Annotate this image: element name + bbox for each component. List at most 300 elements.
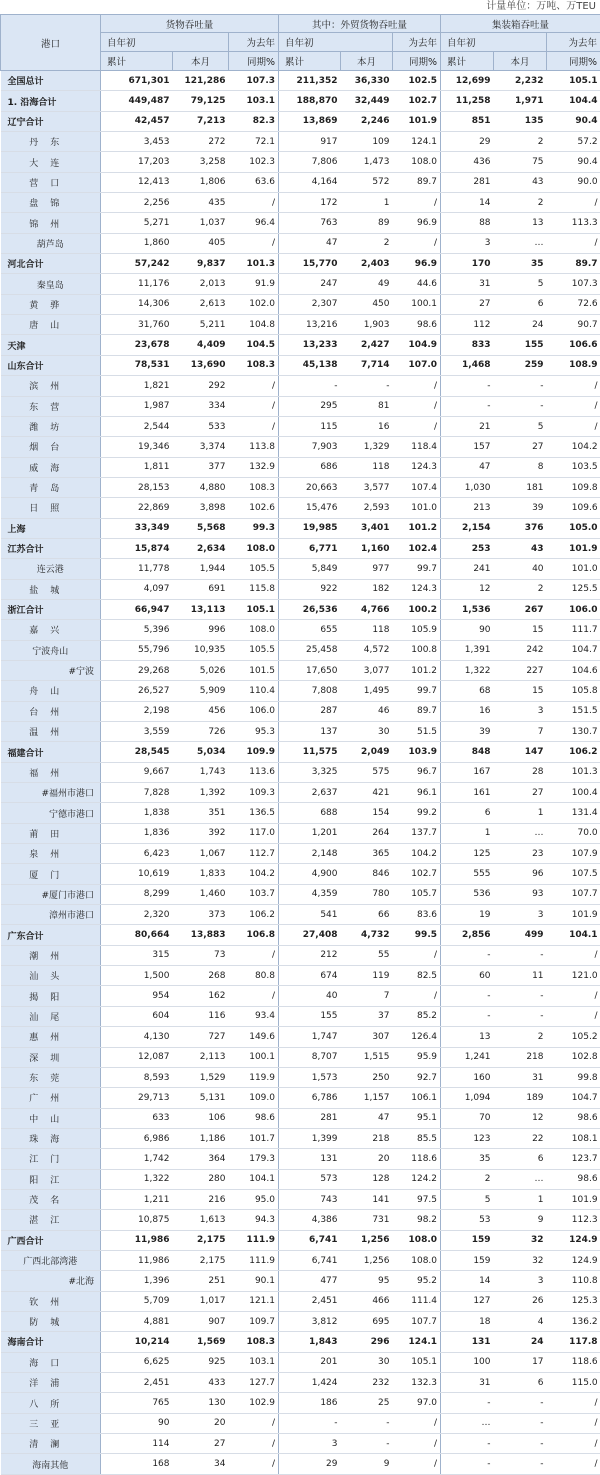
header-cum-foreign: 累计	[279, 52, 341, 71]
value-cell: 307	[341, 1027, 393, 1047]
value-cell: 99.8	[547, 1067, 600, 1087]
value-cell: 124.3	[393, 579, 441, 599]
value-cell: 259	[494, 355, 547, 375]
value-cell: 2,113	[173, 1047, 229, 1067]
value-cell: 218	[494, 1047, 547, 1067]
value-cell: 917	[279, 132, 341, 152]
value-cell: 296	[341, 1332, 393, 1352]
value-cell: 851	[441, 111, 494, 131]
value-cell: -	[441, 1393, 494, 1413]
value-cell: 1,836	[101, 823, 173, 843]
value-cell: 604	[101, 1006, 173, 1026]
value-cell: 1,186	[173, 1128, 229, 1148]
value-cell: 4,409	[173, 335, 229, 355]
port-name-cell: 全国总计	[1, 71, 101, 91]
value-cell: 46	[341, 701, 393, 721]
value-cell: -	[441, 945, 494, 965]
value-cell: 104.9	[393, 335, 441, 355]
value-cell: 132.9	[229, 457, 279, 477]
value-cell: 181	[494, 477, 547, 497]
value-cell: 102.7	[393, 91, 441, 111]
value-cell: 281	[279, 1108, 341, 1128]
value-cell: 833	[441, 335, 494, 355]
value-cell: 15,770	[279, 254, 341, 274]
value-cell: 103.1	[229, 1352, 279, 1372]
value-cell: 28	[494, 762, 547, 782]
value-cell: 40	[494, 559, 547, 579]
port-name-cell: #北海	[1, 1271, 101, 1291]
value-cell: 103.1	[229, 91, 279, 111]
value-cell: 101.2	[393, 660, 441, 680]
port-name-cell: 山东合计	[1, 355, 101, 375]
value-cell: 132.3	[393, 1373, 441, 1393]
value-cell: 1,529	[173, 1067, 229, 1087]
value-cell: 104.1	[229, 1169, 279, 1189]
value-cell: 726	[173, 722, 229, 742]
value-cell: 35	[441, 1149, 494, 1169]
value-cell: 691	[173, 579, 229, 599]
value-cell: 149.6	[229, 1027, 279, 1047]
value-cell: 117.0	[229, 823, 279, 843]
value-cell: /	[547, 1393, 600, 1413]
value-cell: 124.9	[547, 1230, 600, 1250]
value-cell: 572	[341, 172, 393, 192]
value-cell: 4,766	[341, 599, 393, 619]
table-row	[1, 538, 600, 558]
value-cell: 8	[494, 457, 547, 477]
value-cell: 126.4	[393, 1027, 441, 1047]
value-cell: 31,760	[101, 315, 173, 335]
value-cell: 107.7	[547, 884, 600, 904]
value-cell: 102.5	[393, 71, 441, 91]
value-cell: /	[547, 986, 600, 1006]
value-cell: 477	[279, 1271, 341, 1291]
value-cell: 253	[441, 538, 494, 558]
value-cell: 72.1	[229, 132, 279, 152]
value-cell: 95.3	[229, 722, 279, 742]
header-yoy1-foreign: 为去年	[393, 33, 441, 52]
port-name-cell: 钦州	[1, 1291, 101, 1311]
value-cell: 1,256	[341, 1230, 393, 1250]
port-name-cell: 青岛	[1, 477, 101, 497]
table-row	[1, 1434, 600, 1454]
value-cell: 115.0	[547, 1373, 600, 1393]
value-cell: /	[229, 416, 279, 436]
value-cell: 99.2	[393, 803, 441, 823]
table-row	[1, 132, 600, 152]
value-cell: 179.3	[229, 1149, 279, 1169]
value-cell: 79,125	[173, 91, 229, 111]
value-cell: 98.2	[393, 1210, 441, 1230]
table-row	[1, 945, 600, 965]
port-name-cell: 台州	[1, 701, 101, 721]
value-cell: 14	[441, 193, 494, 213]
port-name-cell: 烟台	[1, 437, 101, 457]
value-cell: 421	[341, 783, 393, 803]
value-cell: /	[229, 986, 279, 1006]
value-cell: 1,613	[173, 1210, 229, 1230]
value-cell: /	[547, 1434, 600, 1454]
port-name-cell: 洋浦	[1, 1373, 101, 1393]
value-cell: 155	[279, 1006, 341, 1026]
value-cell: 1,742	[101, 1149, 173, 1169]
port-name-cell: 珠海	[1, 1128, 101, 1148]
value-cell: /	[229, 1434, 279, 1454]
value-cell: 1	[441, 823, 494, 843]
value-cell: 2,856	[441, 925, 494, 945]
value-cell: 1	[494, 803, 547, 823]
value-cell: 19,985	[279, 518, 341, 538]
table-row	[1, 274, 600, 294]
value-cell: 28,545	[101, 742, 173, 762]
value-cell: /	[393, 376, 441, 396]
value-cell: 17,203	[101, 152, 173, 172]
value-cell: 695	[341, 1311, 393, 1331]
value-cell: 51.5	[393, 722, 441, 742]
header-cum-cargo: 累计	[101, 52, 173, 71]
value-cell: 96.1	[393, 783, 441, 803]
value-cell: 6,625	[101, 1352, 173, 1372]
value-cell: 124.3	[393, 457, 441, 477]
table-row	[1, 254, 600, 274]
port-name-cell: 惠州	[1, 1027, 101, 1047]
value-cell: 127.7	[229, 1373, 279, 1393]
value-cell: 2,544	[101, 416, 173, 436]
table-row	[1, 844, 600, 864]
table-row	[1, 1027, 600, 1047]
value-cell: 1,987	[101, 396, 173, 416]
port-name-cell: 上海	[1, 518, 101, 538]
value-cell: 96.9	[393, 254, 441, 274]
port-name-cell: 滨州	[1, 376, 101, 396]
value-cell: -	[494, 396, 547, 416]
value-cell: 1,256	[341, 1250, 393, 1270]
value-cell: 1,515	[341, 1047, 393, 1067]
port-name-cell: 盘锦	[1, 193, 101, 213]
value-cell: 24	[494, 1332, 547, 1352]
value-cell: 13,869	[279, 111, 341, 131]
value-cell: 172	[279, 193, 341, 213]
value-cell: 108.0	[229, 538, 279, 558]
value-cell: 101.0	[547, 559, 600, 579]
value-cell: 1,157	[341, 1088, 393, 1108]
value-cell: 127	[441, 1291, 494, 1311]
value-cell: 2,175	[173, 1230, 229, 1250]
value-cell: 1,971	[494, 91, 547, 111]
value-cell: 213	[441, 498, 494, 518]
header-yoy2-foreign: 同期%	[393, 52, 441, 71]
value-cell: 12	[441, 579, 494, 599]
table-row	[1, 1149, 600, 1169]
port-name-cell: 中山	[1, 1108, 101, 1128]
value-cell: 30	[341, 722, 393, 742]
value-cell: 102.7	[393, 864, 441, 884]
value-cell: 104.2	[229, 864, 279, 884]
value-cell: 97.0	[393, 1393, 441, 1413]
value-cell: 8,299	[101, 884, 173, 904]
value-cell: 4,880	[173, 477, 229, 497]
value-cell: 449,487	[101, 91, 173, 111]
table-row	[1, 803, 600, 823]
value-cell: 26	[494, 1291, 547, 1311]
value-cell: 95.0	[229, 1189, 279, 1209]
value-cell: 1,843	[279, 1332, 341, 1352]
value-cell: -	[494, 1393, 547, 1413]
value-cell: 16	[341, 416, 393, 436]
value-cell: 2,593	[341, 498, 393, 518]
value-cell: 365	[341, 844, 393, 864]
port-name-cell: 汕头	[1, 966, 101, 986]
value-cell: 6,741	[279, 1230, 341, 1250]
value-cell: 2	[341, 233, 393, 253]
value-cell: 2,634	[173, 538, 229, 558]
table-row	[1, 1291, 600, 1311]
value-cell: /	[547, 1006, 600, 1026]
value-cell: /	[547, 1413, 600, 1433]
value-cell: 1,806	[173, 172, 229, 192]
value-cell: 107.3	[547, 274, 600, 294]
value-cell: 17,650	[279, 660, 341, 680]
value-cell: 15,874	[101, 538, 173, 558]
value-cell: 70	[441, 1108, 494, 1128]
value-cell: 25,458	[279, 640, 341, 660]
value-cell: 70.0	[547, 823, 600, 843]
value-cell: 268	[173, 966, 229, 986]
value-cell: 2,403	[341, 254, 393, 274]
value-cell: 110.8	[547, 1271, 600, 1291]
value-cell: 3,374	[173, 437, 229, 457]
port-name-cell: 丹东	[1, 132, 101, 152]
value-cell: 102.4	[393, 538, 441, 558]
port-name-cell: 广西合计	[1, 1230, 101, 1250]
value-cell: /	[229, 193, 279, 213]
value-cell: 436	[441, 152, 494, 172]
value-cell: 104.4	[547, 91, 600, 111]
value-cell: 104.8	[229, 315, 279, 335]
table-row	[1, 1169, 600, 1189]
value-cell: 104.7	[547, 1088, 600, 1108]
port-name-cell: 莆田	[1, 823, 101, 843]
port-name-cell: 营口	[1, 172, 101, 192]
value-cell: 100	[441, 1352, 494, 1372]
value-cell: 118.4	[393, 437, 441, 457]
value-cell: 119	[341, 966, 393, 986]
value-cell: 3,453	[101, 132, 173, 152]
value-cell: 13	[441, 1027, 494, 1047]
table-row	[1, 355, 600, 375]
value-cell: 373	[173, 905, 229, 925]
port-name-cell: 河北合计	[1, 254, 101, 274]
value-cell: 376	[494, 518, 547, 538]
port-name-cell: 葫芦岛	[1, 233, 101, 253]
value-cell: 106.8	[229, 925, 279, 945]
table-row	[1, 1088, 600, 1108]
value-cell: 110.4	[229, 681, 279, 701]
value-cell: -	[441, 1454, 494, 1474]
value-cell: 216	[173, 1189, 229, 1209]
value-cell: 80.8	[229, 966, 279, 986]
value-cell: 102.3	[229, 152, 279, 172]
value-cell: 101.9	[393, 111, 441, 131]
value-cell: /	[393, 416, 441, 436]
value-cell: 81	[341, 396, 393, 416]
value-cell: 6	[494, 1149, 547, 1169]
value-cell: 32	[494, 1250, 547, 1270]
value-cell: /	[229, 1454, 279, 1474]
port-name-cell: 八所	[1, 1393, 101, 1413]
value-cell: 131.4	[547, 803, 600, 823]
port-name-cell: 嘉兴	[1, 620, 101, 640]
value-cell: 101.9	[547, 1189, 600, 1209]
value-cell: 1,473	[341, 152, 393, 172]
port-name-cell: 深圳	[1, 1047, 101, 1067]
value-cell: 1,322	[441, 660, 494, 680]
value-cell: 14	[441, 1271, 494, 1291]
value-cell: 170	[441, 254, 494, 274]
value-cell: 100.1	[393, 294, 441, 314]
table-row	[1, 457, 600, 477]
value-cell: 32	[494, 1230, 547, 1250]
value-cell: 131	[441, 1332, 494, 1352]
value-cell: -	[494, 1434, 547, 1454]
value-cell: 131	[279, 1149, 341, 1169]
value-cell: 20	[173, 1413, 229, 1433]
value-cell: 3,077	[341, 660, 393, 680]
value-cell: 105.5	[229, 559, 279, 579]
value-cell: 66	[341, 905, 393, 925]
value-cell: 12,413	[101, 172, 173, 192]
table-row	[1, 762, 600, 782]
value-cell: 100.1	[229, 1047, 279, 1067]
table-row	[1, 152, 600, 172]
value-cell: 188,870	[279, 91, 341, 111]
table-row	[1, 91, 600, 111]
port-name-cell: 揭阳	[1, 986, 101, 1006]
value-cell: 102.9	[229, 1393, 279, 1413]
value-cell: 75	[494, 152, 547, 172]
value-cell: 1,573	[279, 1067, 341, 1087]
value-cell: -	[494, 945, 547, 965]
value-cell: 25	[341, 1393, 393, 1413]
table-row	[1, 660, 600, 680]
value-cell: 55,796	[101, 640, 173, 660]
value-cell: 121.1	[229, 1291, 279, 1311]
value-cell: 5,026	[173, 660, 229, 680]
table-row	[1, 1250, 600, 1270]
value-cell: 103.9	[393, 742, 441, 762]
value-cell: 9,837	[173, 254, 229, 274]
value-cell: 674	[279, 966, 341, 986]
value-cell: /	[229, 1413, 279, 1433]
value-cell: 8,707	[279, 1047, 341, 1067]
port-name-cell: 秦皇岛	[1, 274, 101, 294]
value-cell: 106.0	[229, 701, 279, 721]
value-cell: 2,175	[173, 1250, 229, 1270]
table-row	[1, 722, 600, 742]
value-cell: 78,531	[101, 355, 173, 375]
value-cell: 13,233	[279, 335, 341, 355]
value-cell: 99.7	[393, 559, 441, 579]
value-cell: 2,613	[173, 294, 229, 314]
value-cell: 136.2	[547, 1311, 600, 1331]
value-cell: -	[279, 376, 341, 396]
table-row	[1, 1128, 600, 1148]
value-cell: 450	[341, 294, 393, 314]
value-cell: 763	[279, 213, 341, 233]
value-cell: 99.5	[393, 925, 441, 945]
value-cell: 1,747	[279, 1027, 341, 1047]
table-row	[1, 233, 600, 253]
value-cell: 105.1	[393, 1352, 441, 1372]
value-cell: 108.3	[229, 355, 279, 375]
value-cell: 33,349	[101, 518, 173, 538]
value-cell: 242	[494, 640, 547, 660]
value-cell: 4,386	[279, 1210, 341, 1230]
table-row	[1, 1332, 600, 1352]
unit-note: 计量单位：万吨、万TEU	[0, 0, 600, 14]
value-cell: 124.1	[393, 132, 441, 152]
table-row	[1, 213, 600, 233]
port-name-cell: 漳州市港口	[1, 905, 101, 925]
value-cell: 29,713	[101, 1088, 173, 1108]
value-cell: 6,986	[101, 1128, 173, 1148]
value-cell: 106.1	[393, 1088, 441, 1108]
value-cell: 109.0	[229, 1088, 279, 1108]
value-cell: /	[547, 376, 600, 396]
value-cell: 4	[494, 1311, 547, 1331]
value-cell: 43	[494, 172, 547, 192]
value-cell: 108.1	[547, 1128, 600, 1148]
value-cell: 119.9	[229, 1067, 279, 1087]
header-yoy2-container: 同期%	[547, 52, 600, 71]
value-cell: 24	[494, 315, 547, 335]
value-cell: 433	[173, 1373, 229, 1393]
value-cell: 655	[279, 620, 341, 640]
table-row	[1, 437, 600, 457]
value-cell: 232	[341, 1373, 393, 1393]
value-cell: 111.9	[229, 1230, 279, 1250]
value-cell: 90	[101, 1413, 173, 1433]
table-header	[1, 15, 600, 71]
value-cell: /	[393, 1434, 441, 1454]
value-cell: 23,678	[101, 335, 173, 355]
table-row	[1, 1230, 600, 1250]
header-group-container: 集装箱吞吐量	[441, 15, 600, 33]
value-cell: 88	[441, 213, 494, 233]
value-cell: 12	[494, 1108, 547, 1128]
table-row	[1, 1393, 600, 1413]
value-cell: 1,860	[101, 233, 173, 253]
value-cell: -	[341, 1413, 393, 1433]
value-cell: 101.2	[393, 518, 441, 538]
value-cell: 5,211	[173, 315, 229, 335]
value-cell: 272	[173, 132, 229, 152]
value-cell: 27	[494, 437, 547, 457]
value-cell: 247	[279, 274, 341, 294]
value-cell: /	[229, 945, 279, 965]
value-cell: 1,468	[441, 355, 494, 375]
value-cell: 57,242	[101, 254, 173, 274]
value-cell: 27	[173, 1434, 229, 1454]
header-month-container: 本月	[494, 52, 547, 71]
value-cell: 11,176	[101, 274, 173, 294]
value-cell: 157	[441, 437, 494, 457]
value-cell: 141	[341, 1189, 393, 1209]
value-cell: 2,049	[341, 742, 393, 762]
value-cell: 1,391	[441, 640, 494, 660]
value-cell: 731	[341, 1210, 393, 1230]
value-cell: 106.2	[547, 742, 600, 762]
